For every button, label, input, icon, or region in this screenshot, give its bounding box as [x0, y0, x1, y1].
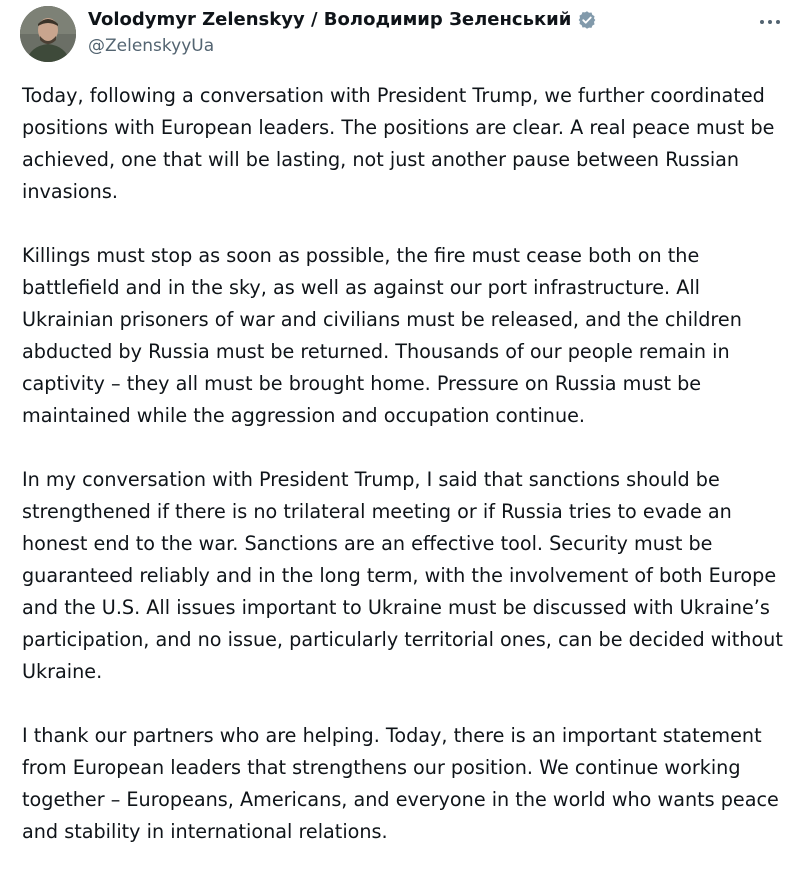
author-name[interactable]: Volodymyr Zelenskyy / Володимир Зеленський — [88, 9, 572, 30]
author-block — [88, 8, 740, 58]
post-paragraph: Killings must stop as soon as possible, the fire must cease both on the battlefield and in the sky, as well as against our port infrastructure. All Ukrainian prisoners of war and civilians must be released, and the children abducted by Russia must be returned. Thousands of our people remain in captivity – they all must be brought home. Pressure on Russia must be maintained while the aggression and occupation continue. — [22, 244, 742, 427]
more-options-icon[interactable] — [754, 10, 786, 34]
verified-badge-icon[interactable] — [577, 10, 597, 30]
post-paragraph: I thank our partners who are helping. Today, there is an important statement from European leaders that strengthens our position. We continue working together – Europeans, Americans, and everyone in the world who wants peace and stability in international relations. — [22, 724, 779, 843]
avatar[interactable] — [20, 6, 76, 62]
author-name-row — [88, 8, 740, 32]
author-handle[interactable]: @ZelenskyyUa — [88, 36, 215, 56]
post-paragraph: In my conversation with President Trump, I said that sanctions should be strengthened if there is no trilateral meeting or if Russia tries to evade an honest end to the war. Sanctions are an effective tool. Security must be guaranteed reliably and in the long term, with the involvement of both Europe and the U.S. All issues important to Ukraine must be discussed with Ukraine’s participation, and no issue, particularly territorial ones, can be decided without Ukraine. — [22, 468, 783, 683]
avatar-photo — [20, 6, 76, 62]
post-paragraph: Today, following a conversation with President Trump, we further coordinated positions with European leaders. The positions are clear. A real peace must be achieved, one that will be lasting, not just another pause between Russian invasions. — [22, 84, 775, 203]
post-text — [22, 80, 792, 880]
